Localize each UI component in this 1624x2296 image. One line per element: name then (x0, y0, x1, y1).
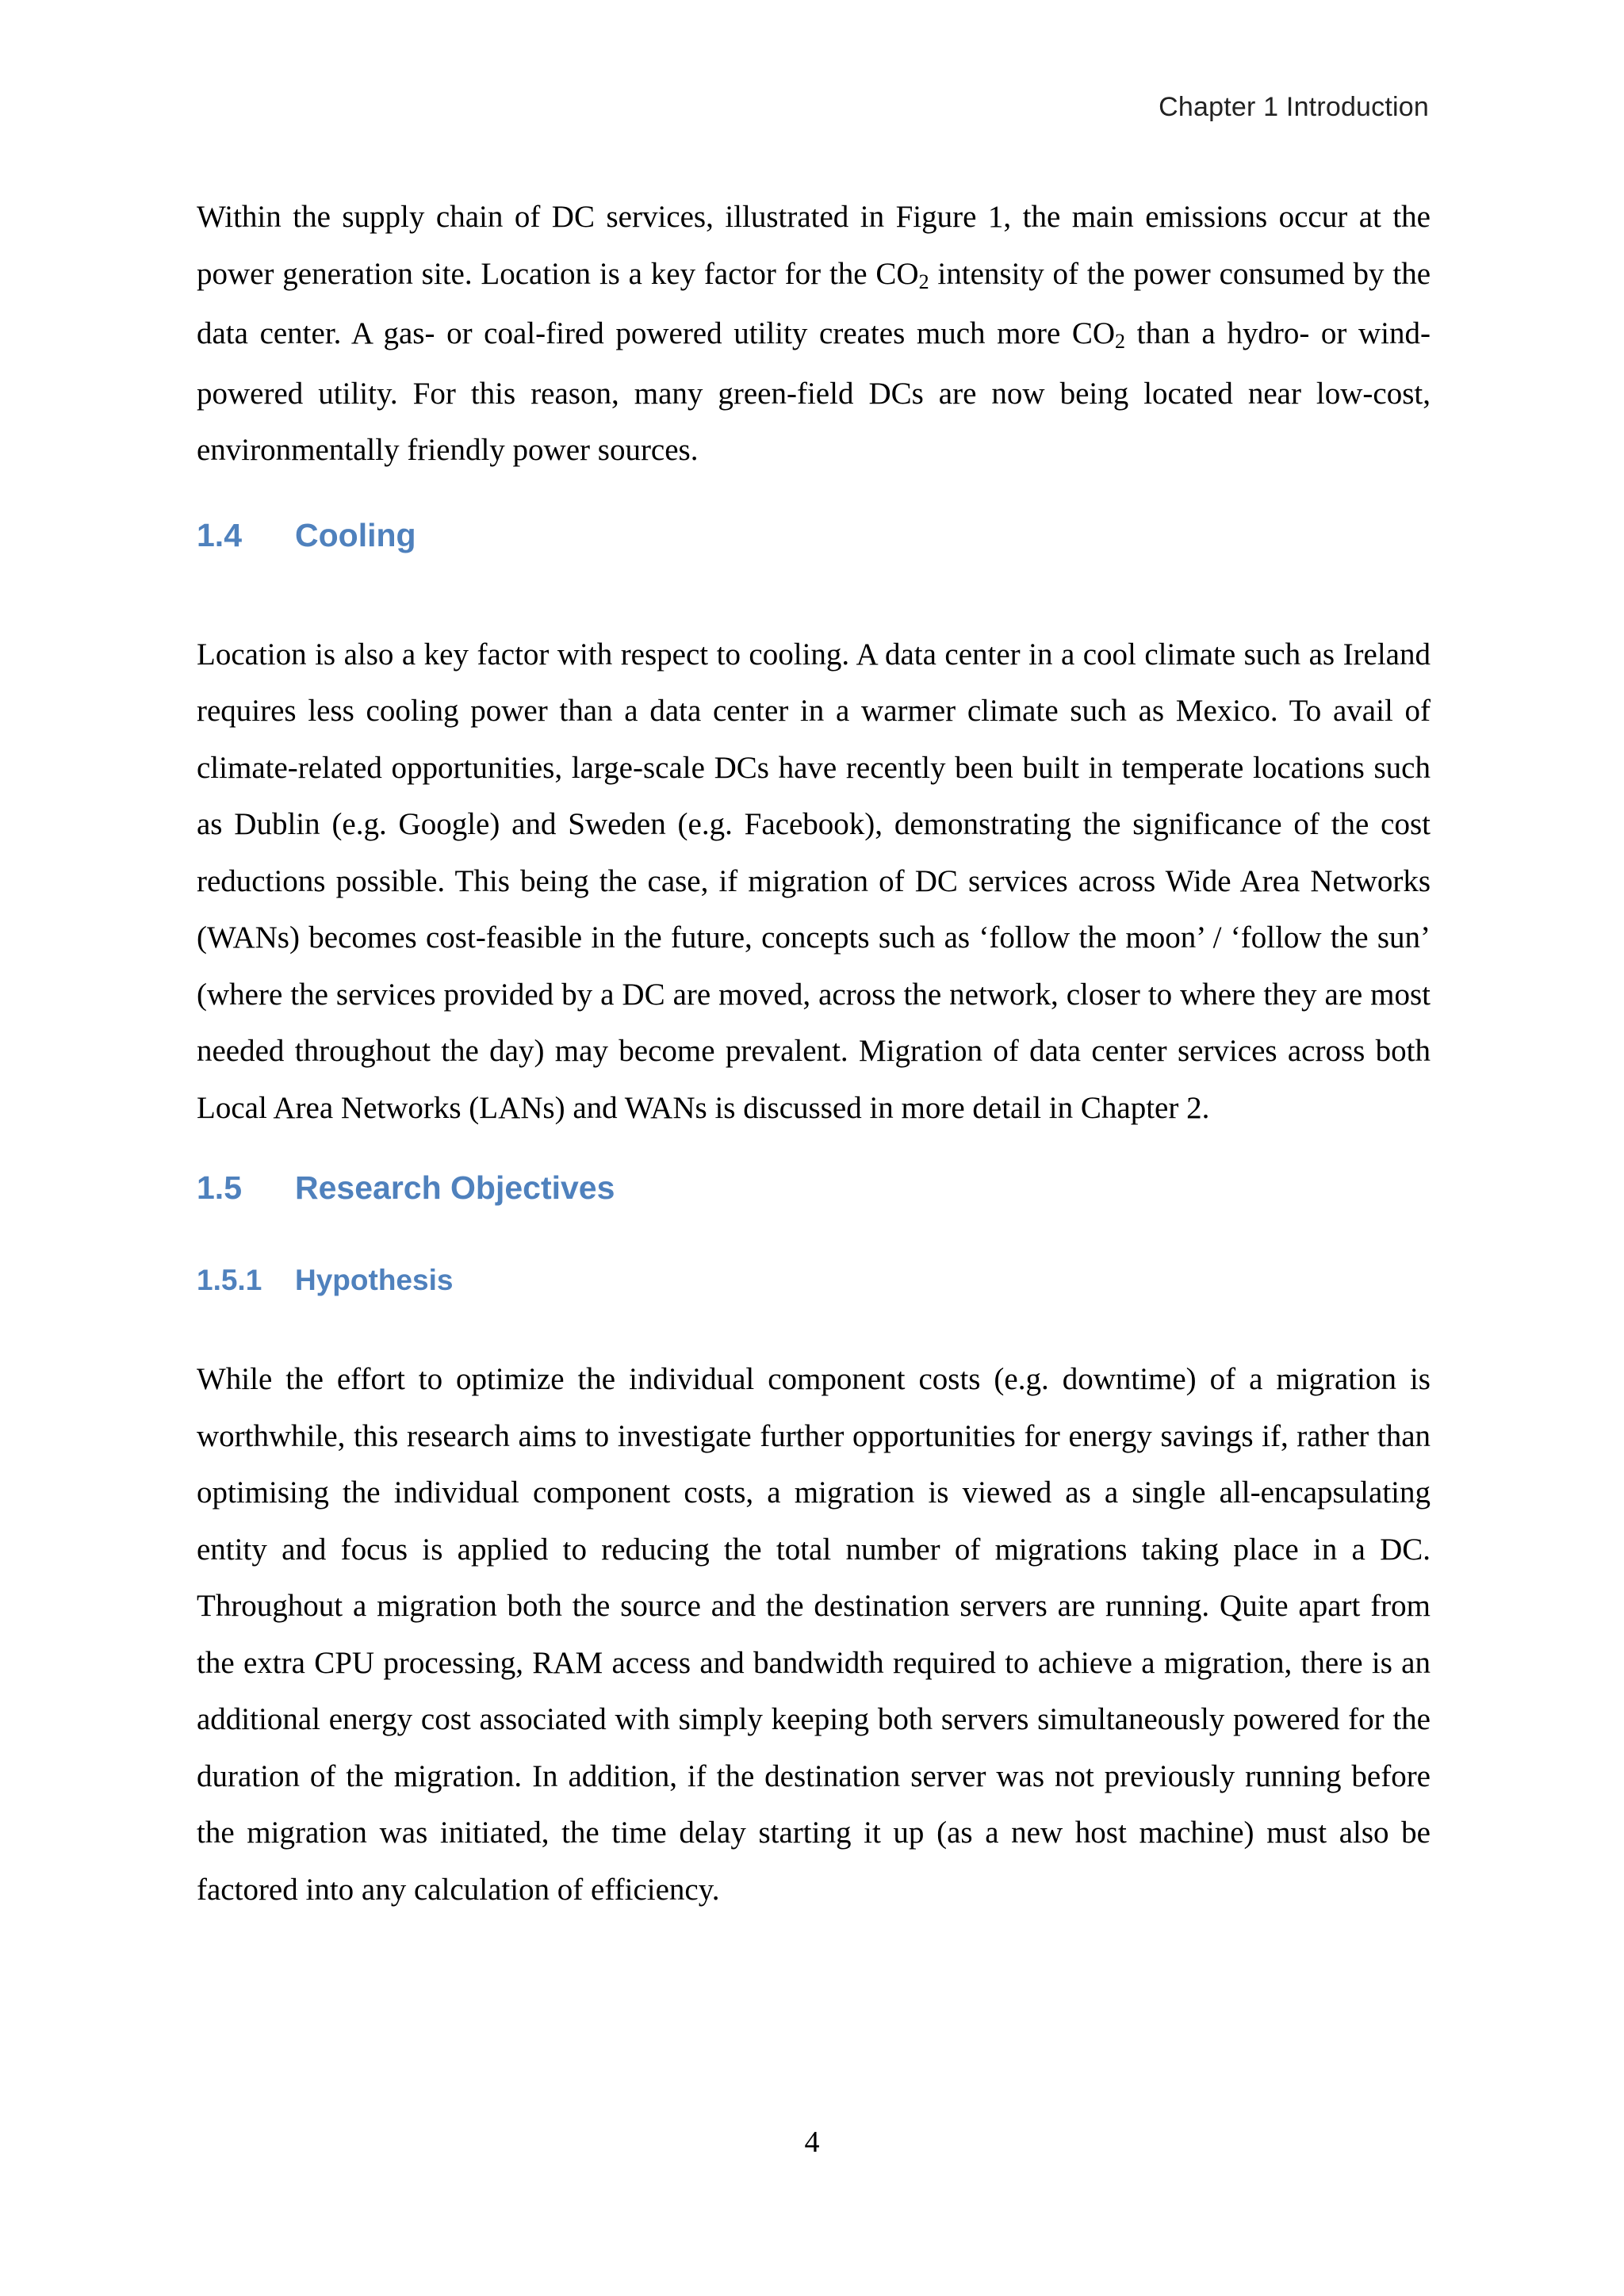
section-number: 1.5 (197, 1169, 242, 1206)
intro-paragraph (197, 189, 1431, 479)
section-number: 1.4 (197, 516, 242, 553)
section-title: Cooling (295, 516, 416, 553)
subsection-number: 1.5.1 (197, 1264, 262, 1296)
section-heading-research-objectives (197, 1169, 1431, 1207)
intro-text-part-3: than a hydro- or wind-powered utility. For this reason, many green-field DCs are now being located near low-cost, environmentally friendly power sources. (197, 316, 1431, 467)
page-content (197, 189, 1431, 1918)
intro-text-part-1: Within the supply chain of DC services, illustrated in Figure 1, the main emissions occur at the power generation site. Location is a key factor for the CO (197, 200, 1431, 291)
co2-subscript-1: 2 (918, 270, 929, 293)
running-header: Chapter 1 Introduction (1159, 92, 1429, 122)
subsection-heading-hypothesis (197, 1264, 1431, 1297)
intro-text-part-2: intensity of the power consumed by the data center. A gas- or coal-fired powered utility creates much more CO (197, 256, 1431, 350)
page-number: 4 (804, 2126, 820, 2159)
section-heading-cooling (197, 517, 1431, 554)
subsection-title: Hypothesis (295, 1264, 454, 1296)
cooling-paragraph: Location is also a key factor with respect to cooling. A data center in a cool climate such as Ireland requires less cooling power than a data center in a warmer climate such as Mexico. To avail of climate-related opportunities, large-scale DCs have recently been built in temperate locations such as Dublin (e.g. Google) and Sweden (e.g. Facebook), demonstrating the significance of the cost reductions possible. This being the case, if migration of DC services across Wide Area Networks (WANs) becomes cost-feasible in the future, concepts such as ‘follow the moon’ / ‘follow the sun’ (where the services provided by a DC are moved, across the network, closer to where they are most needed throughout the day) may become prevalent. Migration of data center services across both Local Area Networks (LANs) and WANs is discussed in more detail in Chapter 2. (197, 637, 1431, 1125)
co2-subscript-2: 2 (1115, 330, 1126, 353)
section-title: Research Objectives (295, 1169, 615, 1206)
hypothesis-paragraph: While the effort to optimize the individual component costs (e.g. downtime) of a migration is worthwhile, this research aims to investigate further opportunities for energy savings if, rather than optimising the individual component costs, a migration is viewed as a single all-encapsulating entity and focus is applied to reducing the total number of migrations taking place in a DC. Throughout a migration both the source and the destination servers are running. Quite apart from the extra CPU processing, RAM access and bandwidth required to achieve a migration, there is an additional energy cost associated with simply keeping both servers simultaneously powered for the duration of the migration. In addition, if the destination server was not previously running before the migration was initiated, the time delay starting it up (as a new host machine) must also be factored into any calculation of efficiency. (197, 1362, 1431, 1907)
